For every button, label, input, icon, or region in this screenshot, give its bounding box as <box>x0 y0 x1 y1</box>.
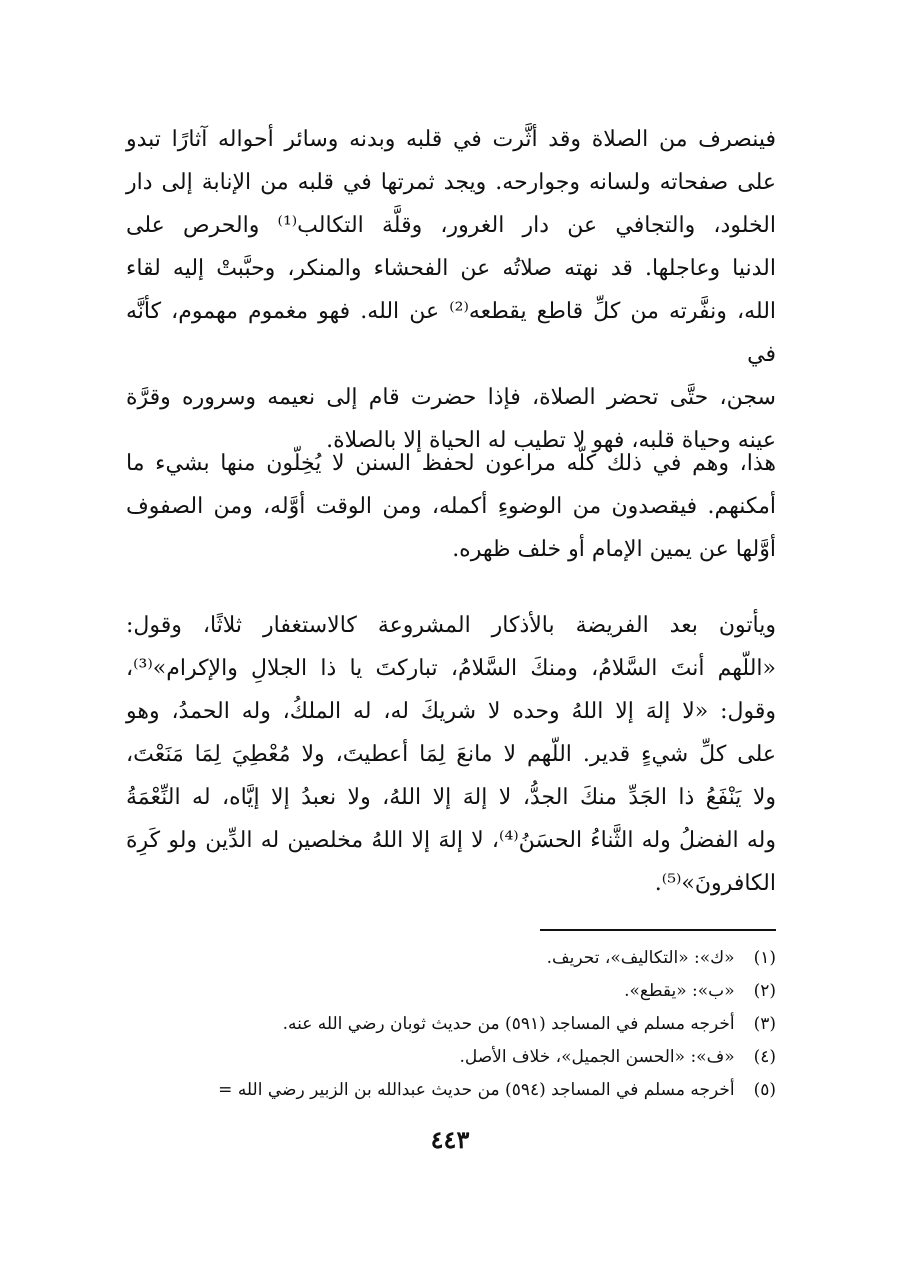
text-line: هذا، وهم في ذلك كلّه مراعون لحفظ السنن لا يُخِلّون منها بشيء ما <box>126 451 776 476</box>
text-line: الدنيا وعاجلها. قد نهته صلاتُه عن الفحشاء والمنكر، وحبَّبتْ إليه لقاء <box>126 256 776 281</box>
footnote-number: (٤) <box>753 1047 776 1067</box>
footnote-number: (١) <box>753 948 776 968</box>
text-line: الكافرونَ»⁽⁵⁾. <box>654 871 776 896</box>
text-line: ولا يَنْفَعُ ذا الجَدِّ منكَ الجدُّ، لا إلهَ إلا اللهُ، ولا نعبدُ إلا إيَّاه، له النِّعْمَةُ <box>126 785 776 810</box>
footnote-divider <box>540 929 776 931</box>
footnotes <box>96 942 776 1107</box>
text-line: ويأتون بعد الفريضة بالأذكار المشروعة كالاستغفار ثلاثًا، وقول: <box>126 613 776 638</box>
footnote-number: (٣) <box>753 1014 776 1034</box>
footnote-2 <box>96 975 776 1008</box>
footnote-text: «ك»: «التكاليف»، تحريف. <box>546 948 735 968</box>
footnote-number: (٥) <box>753 1080 776 1100</box>
text-line: عينه وحياة قلبه، فهو لا تطيب له الحياة إلا بالصلاة. <box>326 428 776 453</box>
footnote-5 <box>96 1074 776 1107</box>
footnote-4 <box>96 1041 776 1074</box>
paragraph-text <box>126 604 776 905</box>
footnote-number: (٢) <box>753 981 776 1001</box>
text-line: على كلِّ شيءٍ قدير. اللّهم لا مانعَ لِمَا أعطيتَ، ولا مُعْطِيَ لِمَا مَنَعْتَ، <box>126 742 776 767</box>
text-line: الخلود، والتجافي عن دار الغرور، وقلَّة التكالب⁽¹⁾ والحرص على <box>126 213 776 238</box>
paragraph-text <box>126 442 776 571</box>
paragraph-text <box>126 118 776 462</box>
text-line: أمكنهم. فيقصدون من الوضوءِ أكمله، ومن الوقت أوَّله، ومن الصفوف <box>126 494 776 519</box>
footnote-3 <box>96 1008 776 1041</box>
footnote-text: «ب»: «يقطع». <box>624 981 735 1001</box>
paragraph-3 <box>126 604 776 905</box>
text-line: أوَّلها عن يمين الإمام أو خلف ظهره. <box>452 537 776 562</box>
text-line: على صفحاته ولسانه وجوارحه. ويجد ثمرتها في قلبه من الإنابة إلى دار <box>126 170 776 195</box>
footnote-text: «ف»: «الحسن الجميل»، خلاف الأصل. <box>459 1047 735 1067</box>
text-line: فينصرف من الصلاة وقد أثَّرت في قلبه وبدنه وسائر أحواله آثارًا تبدو <box>126 127 776 152</box>
paragraph-1 <box>126 118 776 462</box>
text-line: وله الفضلُ وله الثَّناءُ الحسَنُ⁽⁴⁾، لا إلهَ إلا اللهُ مخلصين له الدِّين ولو كَرِهَ <box>126 828 776 853</box>
paragraph-2 <box>126 442 776 571</box>
text-line: وقول: «لا إلهَ إلا اللهُ وحده لا شريكَ له، له الملكُ، وله الحمدُ، وهو <box>126 699 776 724</box>
footnote-text: أخرجه مسلم في المساجد (٥٩١) من حديث ثوبان رضي الله عنه. <box>282 1014 735 1034</box>
text-line: الله، ونفَّرته من كلِّ قاطع يقطعه⁽²⁾ عن الله. فهو مغموم مهموم، كأنَّه في <box>126 299 777 367</box>
page-number: ٤٤٣ <box>430 1125 470 1154</box>
text-line: «اللّهم أنتَ السَّلامُ، ومنكَ السَّلامُ، تباركتَ يا ذا الجلالِ والإكرام»⁽³⁾، <box>126 656 776 681</box>
footnote-text: أخرجه مسلم في المساجد (٥٩٤) من حديث عبدالله بن الزبير رضي الله = <box>218 1080 735 1100</box>
text-line: سجن، حتَّى تحضر الصلاة، فإذا حضرت قام إلى نعيمه وسروره وقرَّة <box>126 385 776 410</box>
footnote-1 <box>96 942 776 975</box>
